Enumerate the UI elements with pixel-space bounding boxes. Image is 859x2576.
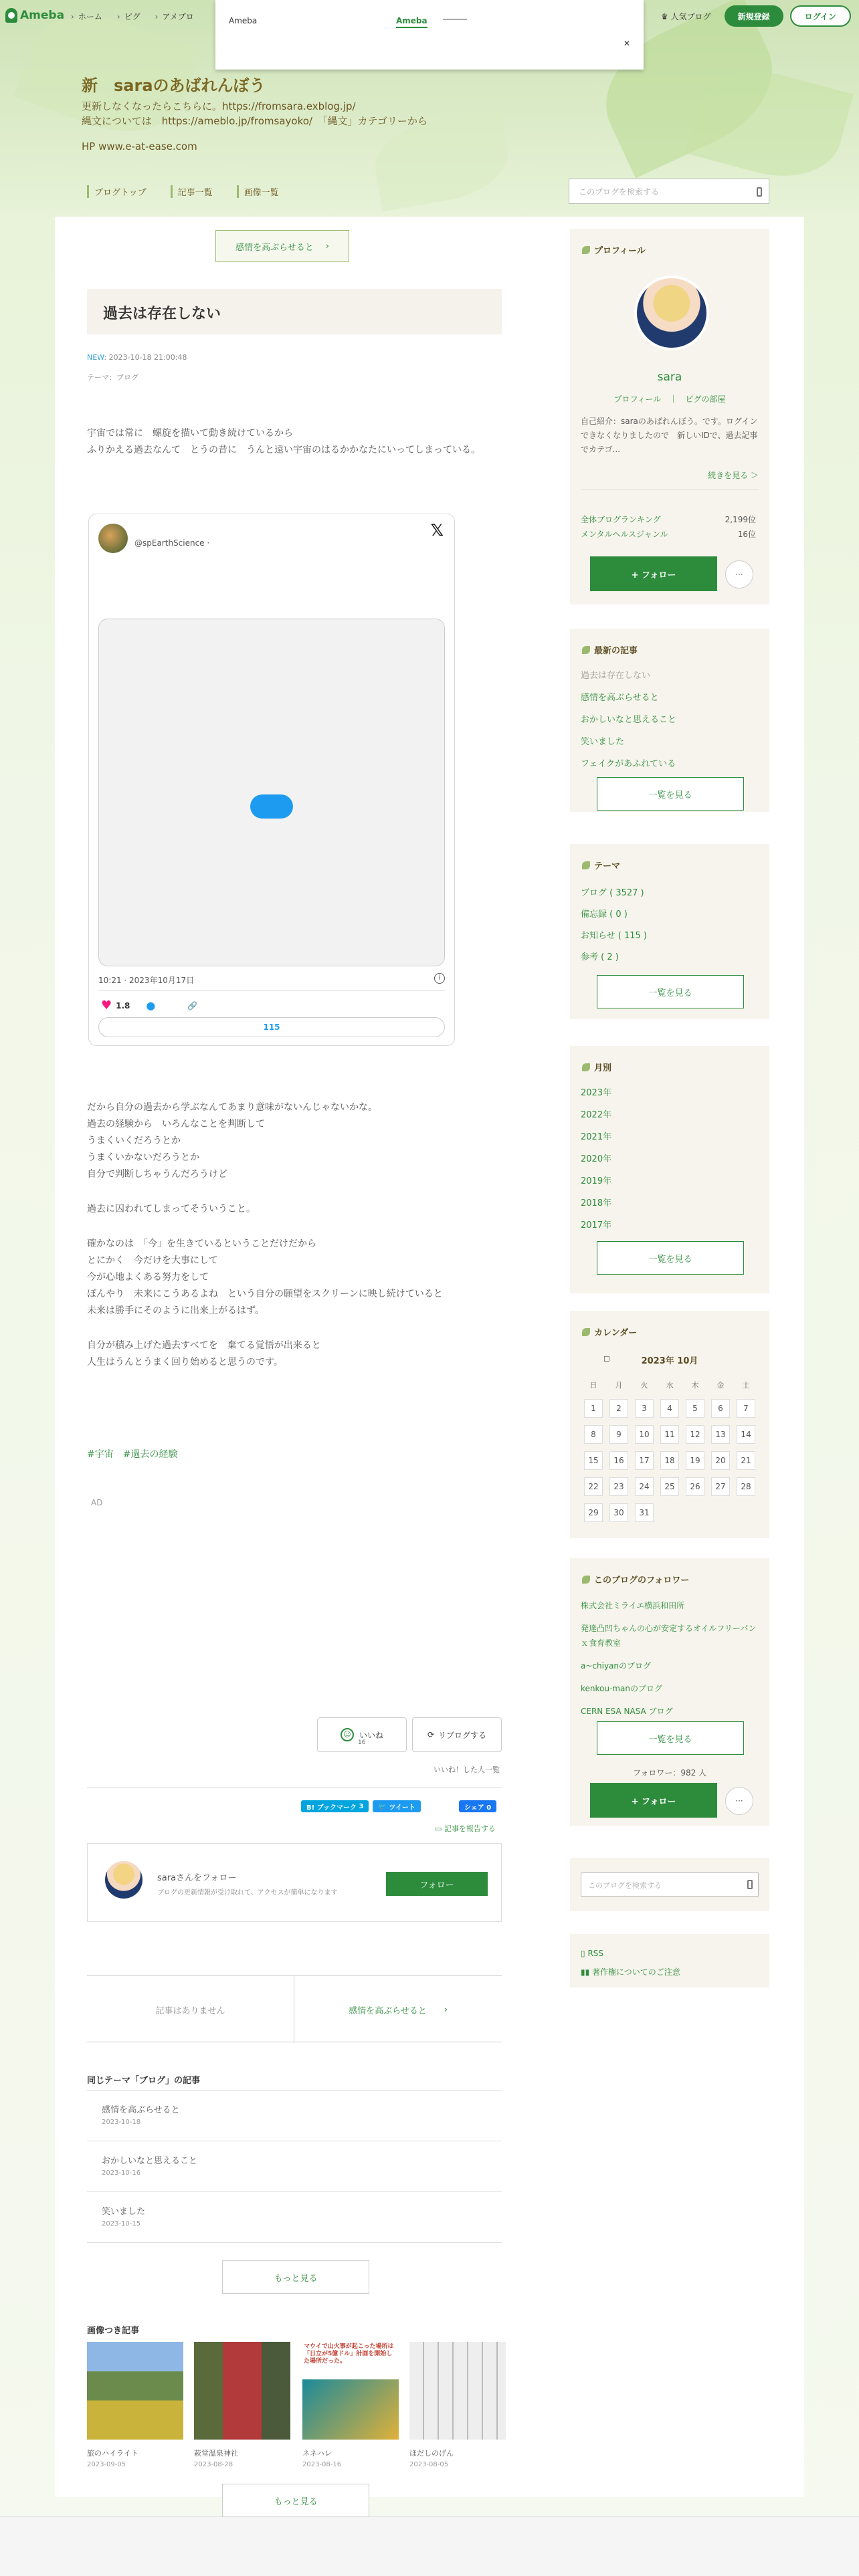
- sidebar-item-recent[interactable]: 笑いました: [581, 737, 625, 747]
- calendar-day[interactable]: 24: [635, 1477, 654, 1496]
- blog-homepage: HP www.e-at-ease.com: [82, 140, 197, 152]
- popup-brand: Ameba: [229, 16, 258, 25]
- popup-close-button[interactable]: ✕: [623, 39, 630, 48]
- calendar-day[interactable]: 28: [737, 1477, 755, 1496]
- report-label: 記事を報告する: [444, 1824, 496, 1833]
- sidebar-item-follower[interactable]: a~chiyanのブログ: [581, 1661, 652, 1671]
- sidebar-item-recent[interactable]: 感情を高ぶらせると: [581, 693, 659, 703]
- sidebar-item-recent[interactable]: おかしいなと思えること: [581, 715, 677, 725]
- same-theme-entry-title: 感情を高ぶらせると: [102, 2105, 180, 2115]
- entry-line: ふりかえる過去なんて とうの昔に うんと遠い宇宙のはるかかなたにいってしまっている。: [87, 445, 480, 455]
- tweet-handle-text: @spEarthScience: [134, 538, 205, 548]
- calendar-cell: [632, 1499, 657, 1525]
- calendar-day[interactable]: 19: [686, 1451, 704, 1470]
- follow-card-subtitle: ブログの更新情報が受け取れて、アクセスが簡単になります: [157, 1889, 338, 1897]
- like-count: 16: [358, 1739, 366, 1746]
- hashtag-list: [87, 1447, 177, 1461]
- image-entry-date: 2023-08-16: [302, 2461, 342, 2468]
- image-entry-caption[interactable]: ほだしのげん: [409, 2449, 454, 2458]
- list-item[interactable]: [87, 2090, 502, 2141]
- reblog-icon: ⟳: [427, 1730, 435, 1739]
- calendar-cell: [733, 1395, 759, 1421]
- profile-more-link[interactable]: 続きを見る ＞: [708, 471, 759, 480]
- global-nav-home[interactable]: › ホーム: [71, 11, 102, 22]
- profile-title-label: プロフィール: [594, 246, 646, 256]
- calendar-day[interactable]: 10: [635, 1425, 654, 1444]
- new-badge: NEW: [87, 353, 104, 362]
- themes-title-label: テーマ: [594, 861, 621, 871]
- tweet-like-count: 1.8: [116, 1000, 130, 1010]
- sidebar-item-recent[interactable]: 過去は存在しない: [581, 671, 651, 681]
- calendar-cell: [682, 1499, 708, 1525]
- calendar-cell: [606, 1447, 632, 1473]
- calendar-week: [581, 1499, 759, 1525]
- embedded-tweet[interactable]: [88, 514, 455, 1046]
- list-item[interactable]: [87, 2141, 502, 2192]
- calendar-cell: [606, 1499, 632, 1525]
- themes-list: [581, 883, 647, 968]
- sidebar-search-box: [570, 1858, 769, 1911]
- entry-line: 未来は勝手にそのように出来上がるはず。: [87, 1305, 264, 1316]
- calendar-cell: [606, 1421, 632, 1447]
- chevron-right-icon: ›: [325, 241, 329, 251]
- image-entry-caption[interactable]: 萩堂温泉神社: [194, 2449, 238, 2458]
- hatena-count: 3: [359, 1802, 364, 1810]
- thumbnail-headline: マウイで山火事が起こった場所は「日立が5億ドル」計画を開始した場所だった。: [304, 2343, 394, 2365]
- follow-card: [87, 1843, 502, 1922]
- report-icon: ▭: [435, 1824, 442, 1833]
- image-entry-caption[interactable]: 旅のハイライト: [87, 2449, 138, 2458]
- blog-title[interactable]: 新 saraのあばれんぼう: [82, 76, 266, 95]
- divider: [87, 1787, 502, 1788]
- profile-name[interactable]: sara: [657, 370, 682, 384]
- ranking-overall-value: 2,199位: [725, 515, 756, 524]
- image-entry-date: 2023-08-05: [409, 2461, 449, 2468]
- tweet-share-label: ツイート: [389, 1804, 415, 1812]
- global-nav: [71, 11, 194, 22]
- info-icon[interactable]: i: [434, 973, 445, 984]
- entry-paragraph: [87, 1337, 321, 1371]
- like-button[interactable]: [317, 1717, 407, 1752]
- calendar-day[interactable]: 2: [609, 1399, 628, 1418]
- entry-line: うまくいくだろうとか: [87, 1136, 181, 1146]
- recent-entries-list: [581, 665, 676, 775]
- same-theme-title: 同じテーマ「ブログ」の記事: [87, 2076, 201, 2086]
- monthly-title: [582, 1061, 611, 1073]
- account-area: [661, 5, 851, 27]
- calendar-cell: [606, 1395, 632, 1421]
- avatar[interactable]: [634, 276, 709, 350]
- themes-box: [570, 844, 769, 1019]
- footer-area: [0, 2516, 859, 2576]
- followers-title-label: このブログのフォロワー: [594, 1576, 690, 1586]
- calendar-cell: [632, 1395, 657, 1421]
- follower-count: フォロワー：982 人: [632, 1768, 707, 1778]
- same-theme-more-button[interactable]: もっと見る: [222, 2260, 369, 2294]
- like-label: いいね: [359, 1730, 383, 1740]
- search-icon[interactable]: [757, 187, 762, 197]
- entry-line: うまくいかないだろうとか: [87, 1152, 199, 1163]
- image-entry-thumbnail[interactable]: [87, 2342, 183, 2440]
- tweet-replies-button[interactable]: 115: [98, 1017, 445, 1037]
- calendar-cell: [581, 1447, 606, 1473]
- copyright-notice-label: 著作権についてのご注意: [592, 1967, 680, 1977]
- rss-link[interactable]: [581, 1949, 603, 1958]
- entry-line: 自分が積み上げた過去すべてを 棄てる覚悟が出来ると: [87, 1340, 321, 1351]
- monthly-list: [581, 1082, 611, 1237]
- sidebar-search-placeholder: このブログを検索する: [588, 1881, 662, 1890]
- calendar-day[interactable]: 5: [686, 1399, 704, 1418]
- entry-line: 自分で判断しちゃうんだろうけど: [87, 1169, 227, 1180]
- calendar-day[interactable]: 3: [635, 1399, 654, 1418]
- calendar-weekday: 火: [640, 1381, 648, 1390]
- calendar-day[interactable]: 11: [660, 1425, 679, 1444]
- ameba-logo-icon: [5, 8, 17, 23]
- follow-button[interactable]: + フォロー: [590, 1783, 717, 1818]
- entry-paragraph: [87, 1201, 256, 1218]
- leaf-icon: [582, 646, 590, 654]
- calendar-day[interactable]: 20: [711, 1451, 730, 1470]
- sidebar-item-month[interactable]: 2019年: [581, 1176, 612, 1186]
- profile-intro: 自己紹介：saraのあばれんぼう。です。ログインできなくなりましたので 新しいIDで、過去記事でカテゴ...: [581, 417, 758, 454]
- leaf-icon: [582, 246, 590, 254]
- more-options-button[interactable]: ···: [725, 560, 753, 588]
- calendar-box: [570, 1311, 769, 1538]
- x-logo-icon[interactable]: 𝕏: [430, 521, 444, 540]
- recent-entries-title-label: 最新の記事: [594, 646, 638, 656]
- leaf-icon: [582, 1576, 590, 1584]
- calendar-weekdays: [581, 1375, 759, 1395]
- image-entries-more-button[interactable]: もっと見る: [222, 2484, 369, 2517]
- calendar-grid: [581, 1375, 759, 1525]
- sidebar-item-month[interactable]: 2017年: [581, 1220, 612, 1230]
- entry-paragraph: [87, 1099, 377, 1183]
- calendar-day[interactable]: 13: [711, 1425, 730, 1444]
- calendar-day[interactable]: 14: [737, 1425, 755, 1444]
- calendar-cell: [708, 1447, 733, 1473]
- calendar-cell: [632, 1421, 657, 1447]
- thumbnail-image: [302, 2379, 399, 2440]
- rss-label: RSS: [587, 1949, 604, 1958]
- same-theme-entry-title: おかしいなと思えること: [102, 2156, 198, 2166]
- sidebar-search-input[interactable]: [581, 1872, 759, 1897]
- entry-line: 確かなのは 「今」を生きているということだけだから: [87, 1239, 316, 1249]
- ameba-logo[interactable]: [5, 8, 64, 23]
- calendar-cell: [682, 1421, 708, 1447]
- tweet-media-button[interactable]: [250, 794, 293, 819]
- calendar-weekday: 木: [691, 1381, 699, 1390]
- blog-description-line: 縄文については https://ameblo.jp/fromsayoko/ 「縄文」カテゴリーから: [82, 115, 427, 127]
- twitter-icon: 🐦: [378, 1802, 387, 1810]
- calendar-weekday: 金: [717, 1381, 725, 1390]
- signup-button[interactable]: 新規登録: [725, 5, 783, 27]
- sidebar-item-recent[interactable]: フェイクがあふれている: [581, 759, 676, 769]
- calendar-day[interactable]: 9: [609, 1425, 628, 1444]
- overlay-popup: [215, 0, 644, 70]
- heart-icon[interactable]: ♥: [101, 998, 112, 1012]
- calendar-cell: [657, 1473, 682, 1499]
- blog-nav-images[interactable]: 画像一覧: [237, 185, 279, 198]
- next-entry-label: 感情を高ぶらせると: [235, 242, 314, 253]
- calendar-cell: [733, 1499, 759, 1525]
- sidebar-item-follower[interactable]: CERN ESA NASA ブログ: [581, 1707, 673, 1716]
- sidebar-item-theme[interactable]: 参考 ( 2 ): [581, 952, 619, 962]
- calendar-month: 2023年 10月: [641, 1356, 698, 1366]
- next-entry-pager-link[interactable]: [294, 1976, 502, 2043]
- entry-line: だから自分の過去から学ぶなんてあまり意味がないんじゃないかな。: [87, 1102, 377, 1113]
- login-button[interactable]: ログイン: [790, 5, 851, 27]
- calendar-cell: [581, 1473, 606, 1499]
- calendar-title: [582, 1325, 637, 1338]
- entry-theme[interactable]: テーマ：ブログ: [87, 373, 138, 382]
- calendar-week: [581, 1447, 759, 1473]
- image-entry-date: 2023-09-05: [87, 2461, 126, 2468]
- follow-button[interactable]: フォロー: [386, 1872, 488, 1896]
- calendar-weekday: 水: [666, 1381, 674, 1390]
- ranking-genre-value: 16位: [737, 530, 756, 539]
- same-theme-entry-date: 2023-10-16: [102, 2169, 141, 2177]
- calendar-day[interactable]: 6: [711, 1399, 730, 1418]
- tweet-divider: [98, 990, 445, 991]
- entry-paragraph: [87, 425, 480, 459]
- reblog-button[interactable]: [412, 1717, 502, 1752]
- calendar-cell: [733, 1473, 759, 1499]
- ameba-logo-text: Ameba: [20, 9, 65, 22]
- recent-entries-more-button[interactable]: 一覧を見る: [597, 777, 744, 811]
- calendar-cell: [657, 1447, 682, 1473]
- calendar-cell: [682, 1395, 708, 1421]
- recent-entries-title: [582, 643, 638, 656]
- entry-line: 宇宙では常に 螺旋を描いて動き続けているから: [87, 428, 293, 439]
- profile-links[interactable]: プロフィール ｜ ピグの部屋: [613, 395, 726, 404]
- leaf-icon: [582, 861, 590, 869]
- blog-description: [82, 99, 427, 128]
- link-icon[interactable]: 🔗: [187, 1000, 198, 1010]
- popular-blogs-link[interactable]: ♛ 人気ブログ: [660, 11, 711, 21]
- profile-title: [582, 243, 646, 256]
- calendar-cell: [733, 1447, 759, 1473]
- follow-card-title: saraさんをフォロー: [157, 1873, 237, 1883]
- reply-icon[interactable]: ●: [146, 999, 156, 1012]
- calendar-day[interactable]: 12: [686, 1425, 704, 1444]
- leaf-icon: [582, 1063, 590, 1071]
- image-entry-date: 2023-08-28: [194, 2461, 233, 2468]
- blog-nav-entries[interactable]: 記事一覧: [171, 185, 213, 198]
- image-entry-thumbnail[interactable]: [409, 2342, 506, 2440]
- copyright-notice-link[interactable]: [581, 1966, 680, 1977]
- notice-icon: ▮▮: [581, 1967, 590, 1977]
- calendar-week: [581, 1421, 759, 1447]
- tweet-actions: [101, 998, 213, 1012]
- popup-tab-inactive[interactable]: [443, 19, 467, 20]
- image-entry-caption[interactable]: ネネハレ: [302, 2449, 332, 2458]
- followers-title: [582, 1573, 689, 1586]
- calendar-cell: [682, 1473, 708, 1499]
- entry-line: 過去に囚われてしまってそういうこと。: [87, 1204, 256, 1214]
- entry-pager: [87, 1975, 502, 2042]
- calendar-day[interactable]: 21: [737, 1451, 755, 1470]
- hashtag-link[interactable]: #宇宙: [87, 1449, 114, 1460]
- tweet-media[interactable]: [98, 619, 445, 966]
- hatena-bookmark-button[interactable]: [301, 1800, 369, 1812]
- hashtag-link[interactable]: #過去の経験: [122, 1449, 178, 1460]
- calendar-prev-button[interactable]: ◻: [603, 1354, 610, 1363]
- calendar-cell: [657, 1499, 682, 1525]
- monthly-box: [570, 1046, 769, 1293]
- calendar-day[interactable]: 26: [686, 1477, 704, 1496]
- smile-icon: ☺: [341, 1728, 354, 1741]
- sidebar-item-month[interactable]: 2023年: [581, 1088, 612, 1098]
- reblog-label: リブログする: [438, 1730, 487, 1740]
- more-options-button[interactable]: ···: [725, 1787, 753, 1815]
- likers-list-link[interactable]: いいね！した人一覧: [434, 1765, 500, 1774]
- calendar-cell: [708, 1499, 733, 1525]
- image-entry-thumbnail[interactable]: [194, 2342, 290, 2440]
- calendar-weekday: 土: [742, 1381, 750, 1390]
- image-entries-title: 画像つき記事: [87, 2326, 140, 2336]
- entry-date: NEW: 2023-10-18 21:00:48: [87, 353, 187, 362]
- image-entry-thumbnail[interactable]: [302, 2342, 399, 2440]
- prev-entry: 記事はありません: [87, 1976, 294, 2043]
- blog-nav-top[interactable]: ブログトップ: [87, 185, 147, 198]
- calendar-cell: [708, 1421, 733, 1447]
- avatar[interactable]: [105, 1861, 142, 1899]
- themes-more-button[interactable]: 一覧を見る: [597, 975, 744, 1008]
- hatena-label: B! ブックマーク: [306, 1804, 357, 1812]
- entry-title: 過去は存在しない: [103, 306, 221, 322]
- monthly-title-label: 月別: [594, 1063, 612, 1073]
- calendar-day[interactable]: 8: [584, 1425, 603, 1444]
- global-nav-ameblo[interactable]: › アメブロ: [155, 11, 194, 22]
- monthly-more-button[interactable]: 一覧を見る: [597, 1241, 744, 1275]
- entry-line: ぼんやり 未来にこうあるよね という自分の願望をスクリーンに映し続けていると: [87, 1289, 443, 1299]
- calendar-week: [581, 1395, 759, 1421]
- report-link[interactable]: [435, 1823, 496, 1834]
- entry-line: 過去の経験から いろんなことを判断して: [87, 1119, 265, 1130]
- entry-paragraph: [87, 1236, 443, 1319]
- calendar-cell: [733, 1421, 759, 1447]
- themes-title: [582, 859, 620, 871]
- popular-blogs-label: 人気ブログ: [670, 11, 711, 21]
- calendar-cell: [581, 1421, 606, 1447]
- calendar-cell: [657, 1395, 682, 1421]
- recent-entries-box: [570, 629, 769, 812]
- global-nav-pigg[interactable]: › ピグ: [117, 11, 140, 22]
- same-theme-entry-date: 2023-10-15: [102, 2220, 141, 2228]
- tweet-avatar[interactable]: [98, 524, 128, 553]
- calendar-day[interactable]: 4: [660, 1399, 679, 1418]
- ranking-overall-label[interactable]: 全体ブログランキング: [581, 515, 661, 524]
- calendar-day[interactable]: 1: [584, 1399, 603, 1418]
- tweet-timestamp[interactable]: 10:21 · 2023年10月17日: [98, 976, 195, 985]
- blog-search-placeholder: このブログを検索する: [579, 187, 660, 197]
- chevron-right-icon: ›: [444, 2004, 448, 2015]
- rss-icon: ▯: [581, 1949, 585, 1958]
- calendar-day[interactable]: 15: [584, 1451, 603, 1470]
- calendar-day[interactable]: 29: [584, 1503, 603, 1522]
- sidebar-item-follower[interactable]: kenkou-manのブログ: [581, 1684, 662, 1693]
- sidebar-item-theme[interactable]: お知らせ ( 115 ): [581, 931, 647, 941]
- calendar-weekday: 月: [615, 1381, 623, 1390]
- followers-list: [581, 1598, 761, 1719]
- calendar-day[interactable]: 16: [609, 1451, 628, 1470]
- blog-search-input[interactable]: [569, 179, 769, 204]
- leaf-icon: [582, 1328, 590, 1336]
- facebook-share-button[interactable]: シェア 0: [459, 1800, 496, 1812]
- next-entry-link[interactable]: [215, 230, 349, 262]
- same-theme-entry-date: 2023-10-18: [102, 2119, 141, 2126]
- tweet-author-handle: @spEarthScience ·: [134, 538, 210, 548]
- list-item[interactable]: [87, 2192, 502, 2243]
- sidebar-item-theme[interactable]: ブログ ( 3527 ): [581, 888, 644, 898]
- blog-nav: [87, 185, 279, 198]
- popup-tab-active[interactable]: Ameba: [396, 16, 427, 28]
- calendar-cell: [708, 1395, 733, 1421]
- calendar-cell: [708, 1473, 733, 1499]
- profile-box: [570, 229, 769, 605]
- calendar-day[interactable]: 30: [609, 1503, 628, 1522]
- calendar-week: [581, 1473, 759, 1499]
- calendar-cell: [682, 1447, 708, 1473]
- calendar-cell: [632, 1447, 657, 1473]
- calendar-day[interactable]: 25: [660, 1477, 679, 1496]
- calendar-cell: [581, 1395, 606, 1421]
- calendar-day[interactable]: 23: [609, 1477, 628, 1496]
- rss-box: [570, 1934, 769, 1988]
- sidebar-item-month[interactable]: 2021年: [581, 1132, 612, 1142]
- calendar-cell: [606, 1473, 632, 1499]
- calendar-day[interactable]: 7: [737, 1399, 755, 1418]
- sidebar-item-follower[interactable]: 発達凸凹ちゃんの心が安定するオイルフリーパンｘ食育教室: [581, 1624, 757, 1648]
- entry-line: 今が心地よくある努力をして: [87, 1272, 209, 1283]
- sidebar-item-follower[interactable]: 株式会社ミライエ横浜和田所: [581, 1601, 685, 1610]
- sidebar-item-month[interactable]: 2020年: [581, 1154, 612, 1164]
- followers-box: [570, 1558, 769, 1826]
- calendar-cell: [632, 1473, 657, 1499]
- follow-button[interactable]: + フォロー: [590, 556, 717, 591]
- ad-label: AD: [91, 1498, 103, 1507]
- next-entry-pager-label: 感情を高ぶらせると: [349, 2006, 427, 2016]
- calendar-day[interactable]: 27: [711, 1477, 730, 1496]
- calendar-weekday: 日: [589, 1381, 597, 1390]
- calendar-cell: [581, 1499, 606, 1525]
- calendar-day[interactable]: 22: [584, 1477, 603, 1496]
- share-buttons: [301, 1800, 421, 1812]
- entry-datetime: 2023-10-18 21:00:48: [108, 353, 187, 362]
- sidebar-item-month[interactable]: 2018年: [581, 1198, 612, 1208]
- entry-line: とにかく 今だけを大事にして: [87, 1255, 218, 1266]
- sidebar-item-month[interactable]: 2022年: [581, 1110, 612, 1120]
- calendar-cell: [657, 1421, 682, 1447]
- sidebar-item-theme[interactable]: 備忘録 ( 0 ): [581, 909, 628, 920]
- calendar-day[interactable]: 17: [635, 1451, 654, 1470]
- blog-description-line: 更新しなくなったらこちらに。https://fromsara.exblog.jp/: [82, 100, 356, 112]
- followers-more-button[interactable]: 一覧を見る: [597, 1721, 744, 1755]
- calendar-title-label: カレンダー: [594, 1328, 638, 1338]
- calendar-day[interactable]: 31: [635, 1503, 654, 1522]
- calendar-day[interactable]: 18: [660, 1451, 679, 1470]
- tweet-share-button[interactable]: [373, 1800, 420, 1812]
- ranking-genre-label[interactable]: メンタルヘルスジャンル: [581, 530, 668, 539]
- entry-line: 人生はうんとうまく回り始めると思うのです。: [87, 1357, 283, 1368]
- search-icon[interactable]: [747, 1880, 753, 1889]
- same-theme-entry-title: 笑いました: [102, 2207, 146, 2217]
